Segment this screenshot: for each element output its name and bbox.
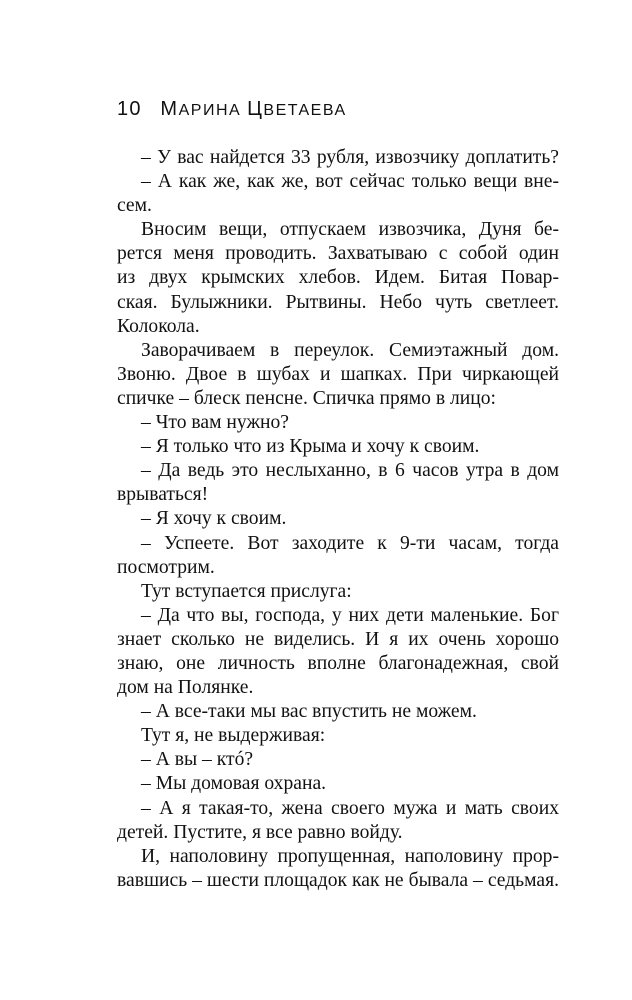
text-line: посмотрим. (117, 556, 215, 578)
text-line: – Да ведь это неслыханно, в 6 часов утра в дом (141, 460, 559, 482)
text-line: сем. (117, 195, 152, 217)
text-line: детей. Пустите, я все равно войду. (117, 821, 403, 843)
text-line: – Я только что из Крыма и хочу к своим. (141, 436, 480, 458)
text-line: – У вас найдется 33 рубля, извозчику доплатить? (141, 147, 559, 168)
text-line: вавшись – шести площадок как не бывала – седьмая. (117, 869, 559, 891)
running-header (117, 98, 347, 121)
page-number: 10 (117, 98, 142, 120)
text-line: из двух крымских хлебов. Идем. Битая Повар- (117, 267, 559, 289)
text-line: – Да что вы, господа, у них дети маленькие. Бог (141, 604, 559, 626)
text-line: – Мы домовая охрана. (141, 773, 327, 795)
text-line: – Успеете. Вот заходите к 9-ти часам, тогда (141, 532, 559, 554)
text-line: Вносим вещи, отпускаем извозчика, Дуня бе- (141, 219, 559, 241)
text-line: – А вы – ктó? (141, 749, 254, 771)
text-line: И, наполовину пропущенная, наполовину прор- (141, 845, 559, 867)
text-line: Заворачиваем в переулок. Семиэтажный дом. (141, 339, 559, 361)
text-line: знаю, оне личность вполне благонадежная, свой (117, 652, 559, 674)
text-line: дом на Полянке. (117, 677, 254, 699)
text-line: – А как же, как же, вот сейчас только вещи вне- (141, 171, 559, 193)
text-line: рется меня проводить. Захватываю с собой один (117, 243, 559, 265)
text-line: – Что вам нужно? (141, 412, 289, 434)
text-line: ская. Булыжники. Рытвины. Небо чуть светлеет. (117, 291, 559, 313)
text-line: – А я такая-то, жена своего мужа и мать своих (141, 797, 559, 819)
text-line: Колокола. (117, 315, 200, 337)
text-line: – Я хочу к своим. (141, 508, 287, 530)
body-text (117, 146, 559, 893)
text-line: – А все-таки мы вас впустить не можем. (141, 701, 477, 723)
text-line: врываться! (117, 484, 209, 506)
text-line: Звоню. Двое в шубах и шапках. При чиркающей (117, 363, 559, 385)
text-line: спичке – блеск пенсне. Спичка прямо в лицо: (117, 387, 496, 409)
text-line: знает сколько не виделись. И я их очень хорошо (117, 628, 559, 650)
text-line: Тут вступается прислуга: (141, 580, 352, 602)
text-line: Тут я, не выдерживая: (141, 725, 326, 747)
author-name: МАРИНА ЦВЕТАЕВА (160, 98, 347, 120)
